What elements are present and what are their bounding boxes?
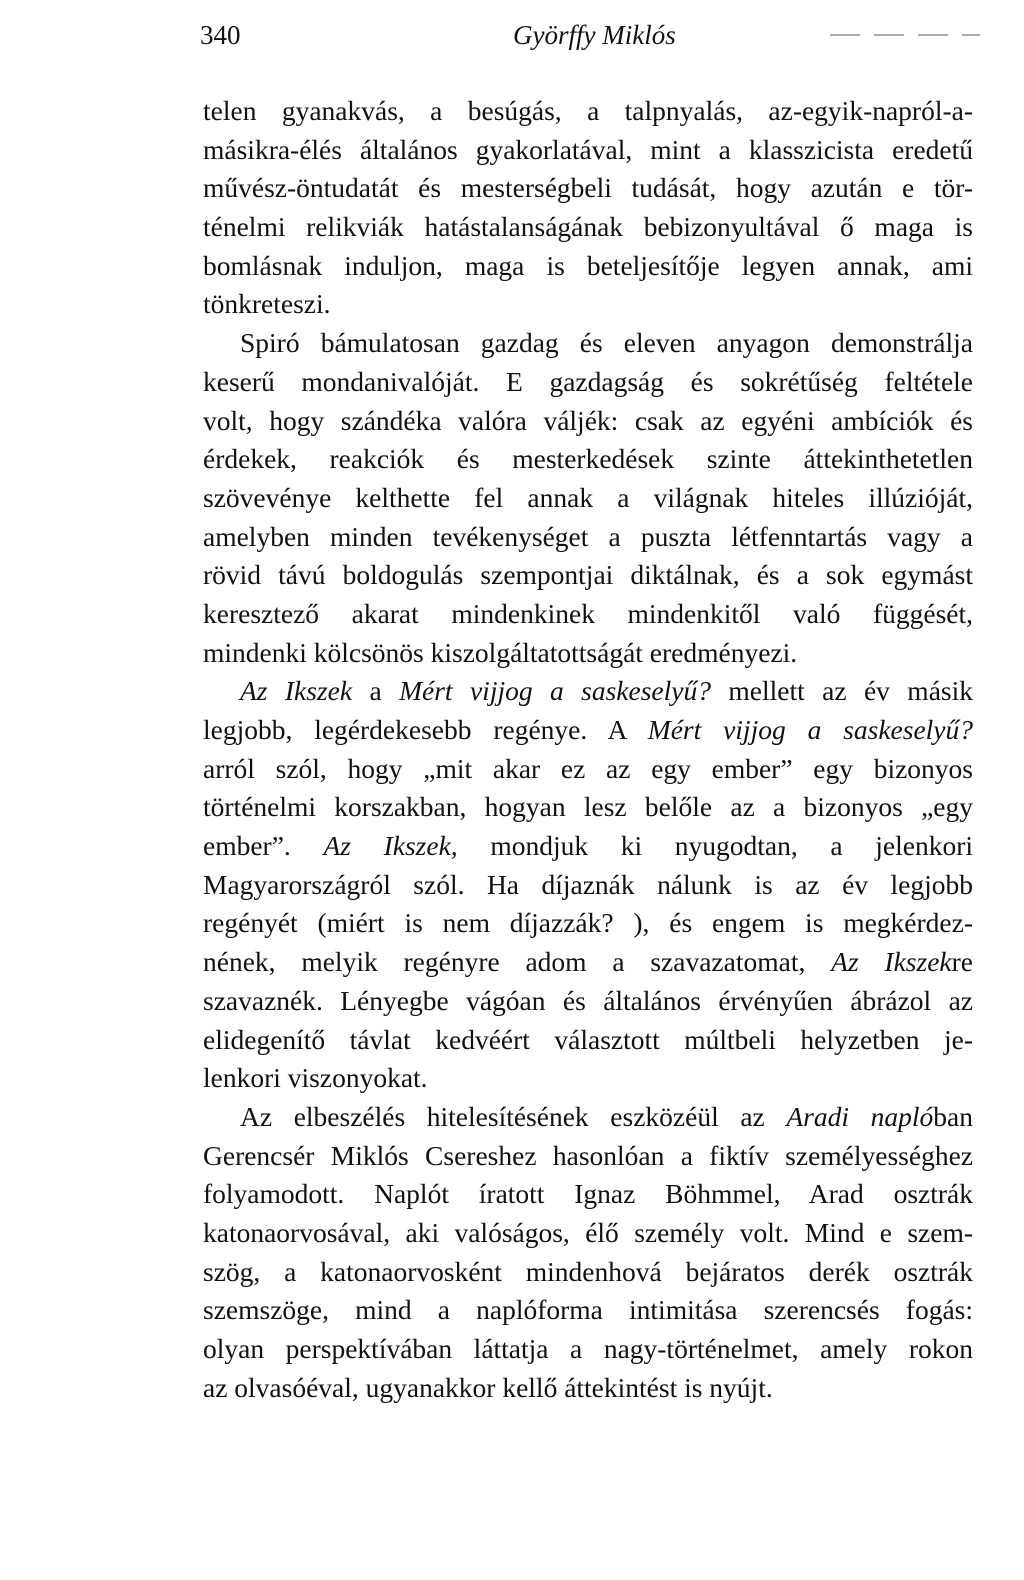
text-line: másikra-élés általános gyakorlatával, mint a klasszicista eredetű	[203, 133, 973, 165]
text-line: elidegenítő távlat kedvéért választott múltbeli helyzetben je-	[203, 1023, 973, 1055]
text-line: szög, a katonaorvosként mindenhová bejáratos derék osztrák	[203, 1255, 973, 1287]
text-run: a	[352, 675, 400, 707]
text-run: ember”.	[203, 830, 324, 862]
text-line: regényét (miért is nem díjazzák? ), és engem is megkérdez-	[203, 907, 973, 939]
text-line: Gerencsér Miklós Csereshez hasonlóan a fiktív személyességhez	[203, 1139, 973, 1171]
text-line: Magyarországról szól. Ha díjaznák nálunk is az év legjobb	[203, 868, 973, 900]
text-run: re	[951, 946, 973, 978]
text-line: szövevénye kelthette fel annak a világnak hiteles illúzióját,	[203, 481, 973, 513]
text-line: volt, hogy szándéka valóra váljék: csak az egyéni ambíciók és	[203, 404, 973, 436]
text-line: telen gyanakvás, a besúgás, a talpnyalás, az-egyik-napról-a-	[203, 95, 973, 126]
text-run: nének, melyik regényre adom a szavazatomat,	[203, 946, 832, 978]
text-line: katonaorvosával, aki valóságos, élő személy volt. Mind e szem-	[203, 1216, 973, 1248]
text-line: keresztező akarat mindenkinek mindenkitől való függését,	[203, 597, 973, 629]
italic-title: Az Ikszek	[240, 675, 353, 707]
page-number: 340	[200, 20, 241, 50]
text-line: keserű mondanivalóját. E gazdagság és sokrétűség feltétele	[203, 365, 973, 397]
text-line	[203, 711, 973, 750]
text-line: amelyben minden tevékenységet a puszta létfenntartás vagy a	[203, 520, 973, 552]
italic-title: Az Ikszek,	[323, 830, 458, 862]
text-run: mondjuk ki nyugodtan, a jelenkori	[457, 830, 974, 862]
body-text	[203, 92, 973, 1407]
text-line: tönkreteszi.	[203, 288, 331, 320]
italic-title: Aradi napló	[786, 1100, 934, 1132]
text-line: mindenki kölcsönös kiszolgáltatottságát eredményezi.	[203, 636, 798, 668]
text-line: lenkori viszonyokat.	[203, 1062, 428, 1094]
text-line	[203, 943, 973, 982]
text-line: bomlásnak induljon, maga is beteljesítője legyen annak, ami	[203, 249, 973, 281]
text-line: arról szól, hogy „mit akar ez az egy ember” egy bizonyos	[203, 752, 973, 784]
text-line: Spiró bámulatosan gazdag és eleven anyagon demonstrálja	[240, 327, 973, 359]
text-line: olyan perspektívában láttatja a nagy-történelmet, amely rokon	[203, 1333, 973, 1364]
text-line: művész-öntudatát és mesterségbeli tudását, hogy azután e tör-	[203, 172, 973, 204]
page-header	[200, 18, 980, 54]
header-rule-marks	[830, 34, 980, 36]
italic-title: Mért vijjog a saskeselyű?	[647, 714, 973, 745]
text-line: történelmi korszakban, hogyan lesz belőle az a bizonyos „egy	[203, 791, 973, 823]
text-line: az olvasóéval, ugyanakkor kellő áttekintést is nyújt.	[203, 1371, 773, 1403]
text-line	[203, 672, 973, 711]
running-title: Györffy Miklós	[513, 20, 676, 50]
text-line	[203, 827, 973, 866]
text-line: szavaznék. Lényegbe vágóan és általános érvényűen ábrázol az	[203, 984, 973, 1016]
text-line: szemszöge, mind a naplóforma intimitása szerencsés fogás:	[203, 1294, 973, 1326]
text-line: ténelmi relikviák hatástalanságának bebizonyultával ő maga is	[203, 211, 973, 243]
text-line: folyamodott. Naplót íratott Ignaz Böhmmel, Arad osztrák	[203, 1178, 973, 1210]
text-line	[203, 1098, 973, 1137]
text-line: érdekek, reakciók és mesterkedések szinte áttekinthetetlen	[203, 443, 973, 475]
italic-title: Mért vijjog a saskeselyű?	[399, 675, 711, 707]
text-run: legjobb, legérdekesebb regénye. A	[203, 714, 648, 745]
italic-title: Az Ikszek	[831, 946, 952, 978]
text-line: rövid távú boldogulás szempontjai diktálnak, és a sok egymást	[203, 559, 973, 591]
text-run: ban	[933, 1100, 973, 1132]
text-run: Az elbeszélés hitelesítésének eszközéül az	[240, 1100, 787, 1132]
text-run: mellett az év másik	[710, 675, 973, 707]
